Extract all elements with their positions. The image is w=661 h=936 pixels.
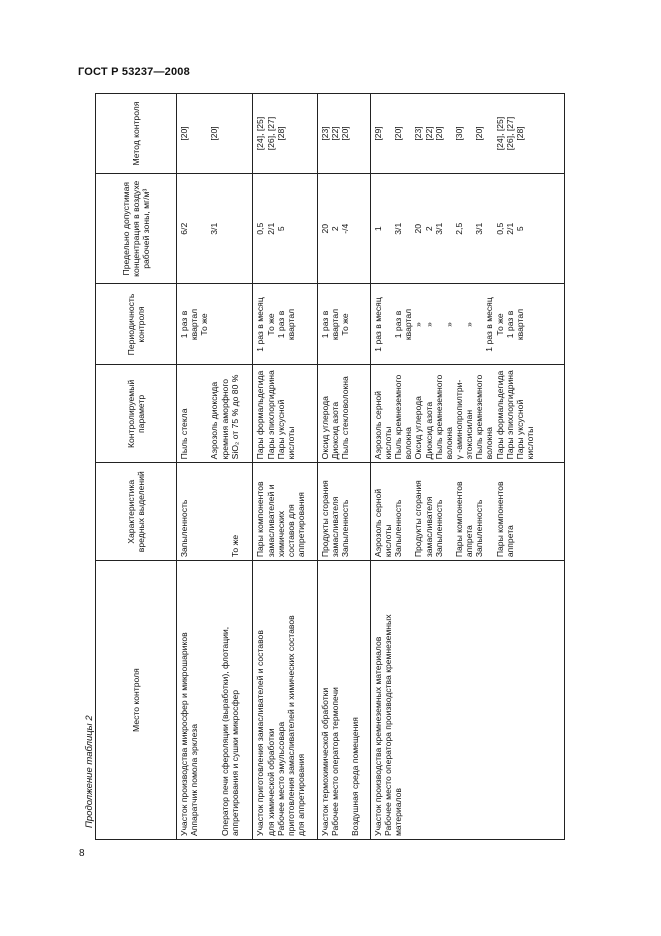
table-row bbox=[177, 94, 253, 840]
cell-method: [20] [20] bbox=[177, 94, 253, 174]
control-table bbox=[95, 93, 565, 840]
cell-characteristic: Запыленность То же bbox=[177, 463, 253, 561]
table-row bbox=[253, 94, 318, 840]
cell-parameter: Оксид углерода Диоксид азота Пыль стекловолокна bbox=[318, 365, 371, 463]
document-header: ГОСТ Р 53237—2008 bbox=[78, 66, 190, 78]
cell-concentration: 1 3/1 20 2 3/1 2,5 3/1 0,5 2/1 5 bbox=[370, 174, 564, 284]
cell-concentration: 20 2 -/4 bbox=[318, 174, 371, 284]
cell-concentration: 6/2 3/1 bbox=[177, 174, 253, 284]
cell-periodicity: 1 раз в месяц То же 1 раз в квартал bbox=[253, 284, 318, 365]
cell-method: [24], [25] [26], [27] [28] bbox=[253, 94, 318, 174]
table-caption: Продолжение таблицы 2 bbox=[84, 715, 95, 828]
page-number: 8 bbox=[79, 848, 85, 859]
table-header-row bbox=[96, 94, 177, 840]
cell-place: Участок термохимической обработки Рабочее место оператора термопечи Воздушная среда помещения bbox=[318, 561, 371, 840]
rotated-table-container bbox=[95, 93, 565, 840]
column-header-parameter: Контролируемый параметр bbox=[96, 365, 177, 463]
cell-parameter: Пыль стекла Аэрозоль диоксида кремния аморфного SiO₂ от 75 % до 80 % bbox=[177, 365, 253, 463]
cell-parameter: Аэрозоль серной кислоты Пыль кремнеземного волокна Оксид углерода Диоксид азота Пыль кремнеземного волокна γ -аминопропилтри- этоксисилан Пыль кремнеземного волокна Пары формальдегида Пары эпихлоргидрина Пары уксусной кислоты bbox=[370, 365, 564, 463]
column-header-concentration: Предельно допустимая концентрация в воздухе рабочей зоны, мг/м³ bbox=[96, 174, 177, 284]
cell-place: Участок производства микросфер и микрошариков Аппаратчик помола эрклеза Оператор печи сфероляции (выработки), флотации, аппретирования и сушки микросфер bbox=[177, 561, 253, 840]
cell-place: Участок производства кремнеземных материалов Рабочее место оператора производства кремнеземных материалов bbox=[370, 561, 564, 840]
cell-characteristic: Пары компонентов замасливателей и химических составов для аппретирования bbox=[253, 463, 318, 561]
cell-method: [29] [20] [23] [22] [20] [30] [20] [24], [25] [26], [27] [28] bbox=[370, 94, 564, 174]
column-header-method: Метод контроля bbox=[96, 94, 177, 174]
cell-place: Участок приготовления замасливателей и составов для химической обработки Рабочее место эмульсовара приготовления замасливателей и химических составов для аппретирования bbox=[253, 561, 318, 840]
cell-characteristic: Аэрозоль серной кислоты Запыленность Продукты сгорания замасливателя Запыленность Пары компонентов аппрета Запыленность Пары компонентов аппрета bbox=[370, 463, 564, 561]
column-header-place: Место контроля bbox=[96, 561, 177, 840]
cell-periodicity: 1 раз в месяц 1 раз в квартал » » » » 1 раз в месяц То же 1 раз в квартал bbox=[370, 284, 564, 365]
table-row bbox=[370, 94, 564, 840]
cell-concentration: 0,5 2/1 5 bbox=[253, 174, 318, 284]
cell-characteristic: Продукты сгорания замасливателя Запыленность bbox=[318, 463, 371, 561]
cell-periodicity: 1 раз в квартал То же bbox=[177, 284, 253, 365]
column-header-characteristic: Характеристика вредных выделений bbox=[96, 463, 177, 561]
cell-method: [23] [22] [20] bbox=[318, 94, 371, 174]
cell-parameter: Пары формальдегида Пары эпихлоргидрина Пары уксусной кислоты bbox=[253, 365, 318, 463]
cell-periodicity: 1 раз в квартал То же bbox=[318, 284, 371, 365]
column-header-periodicity: Периодичность контроля bbox=[96, 284, 177, 365]
table-row bbox=[318, 94, 371, 840]
